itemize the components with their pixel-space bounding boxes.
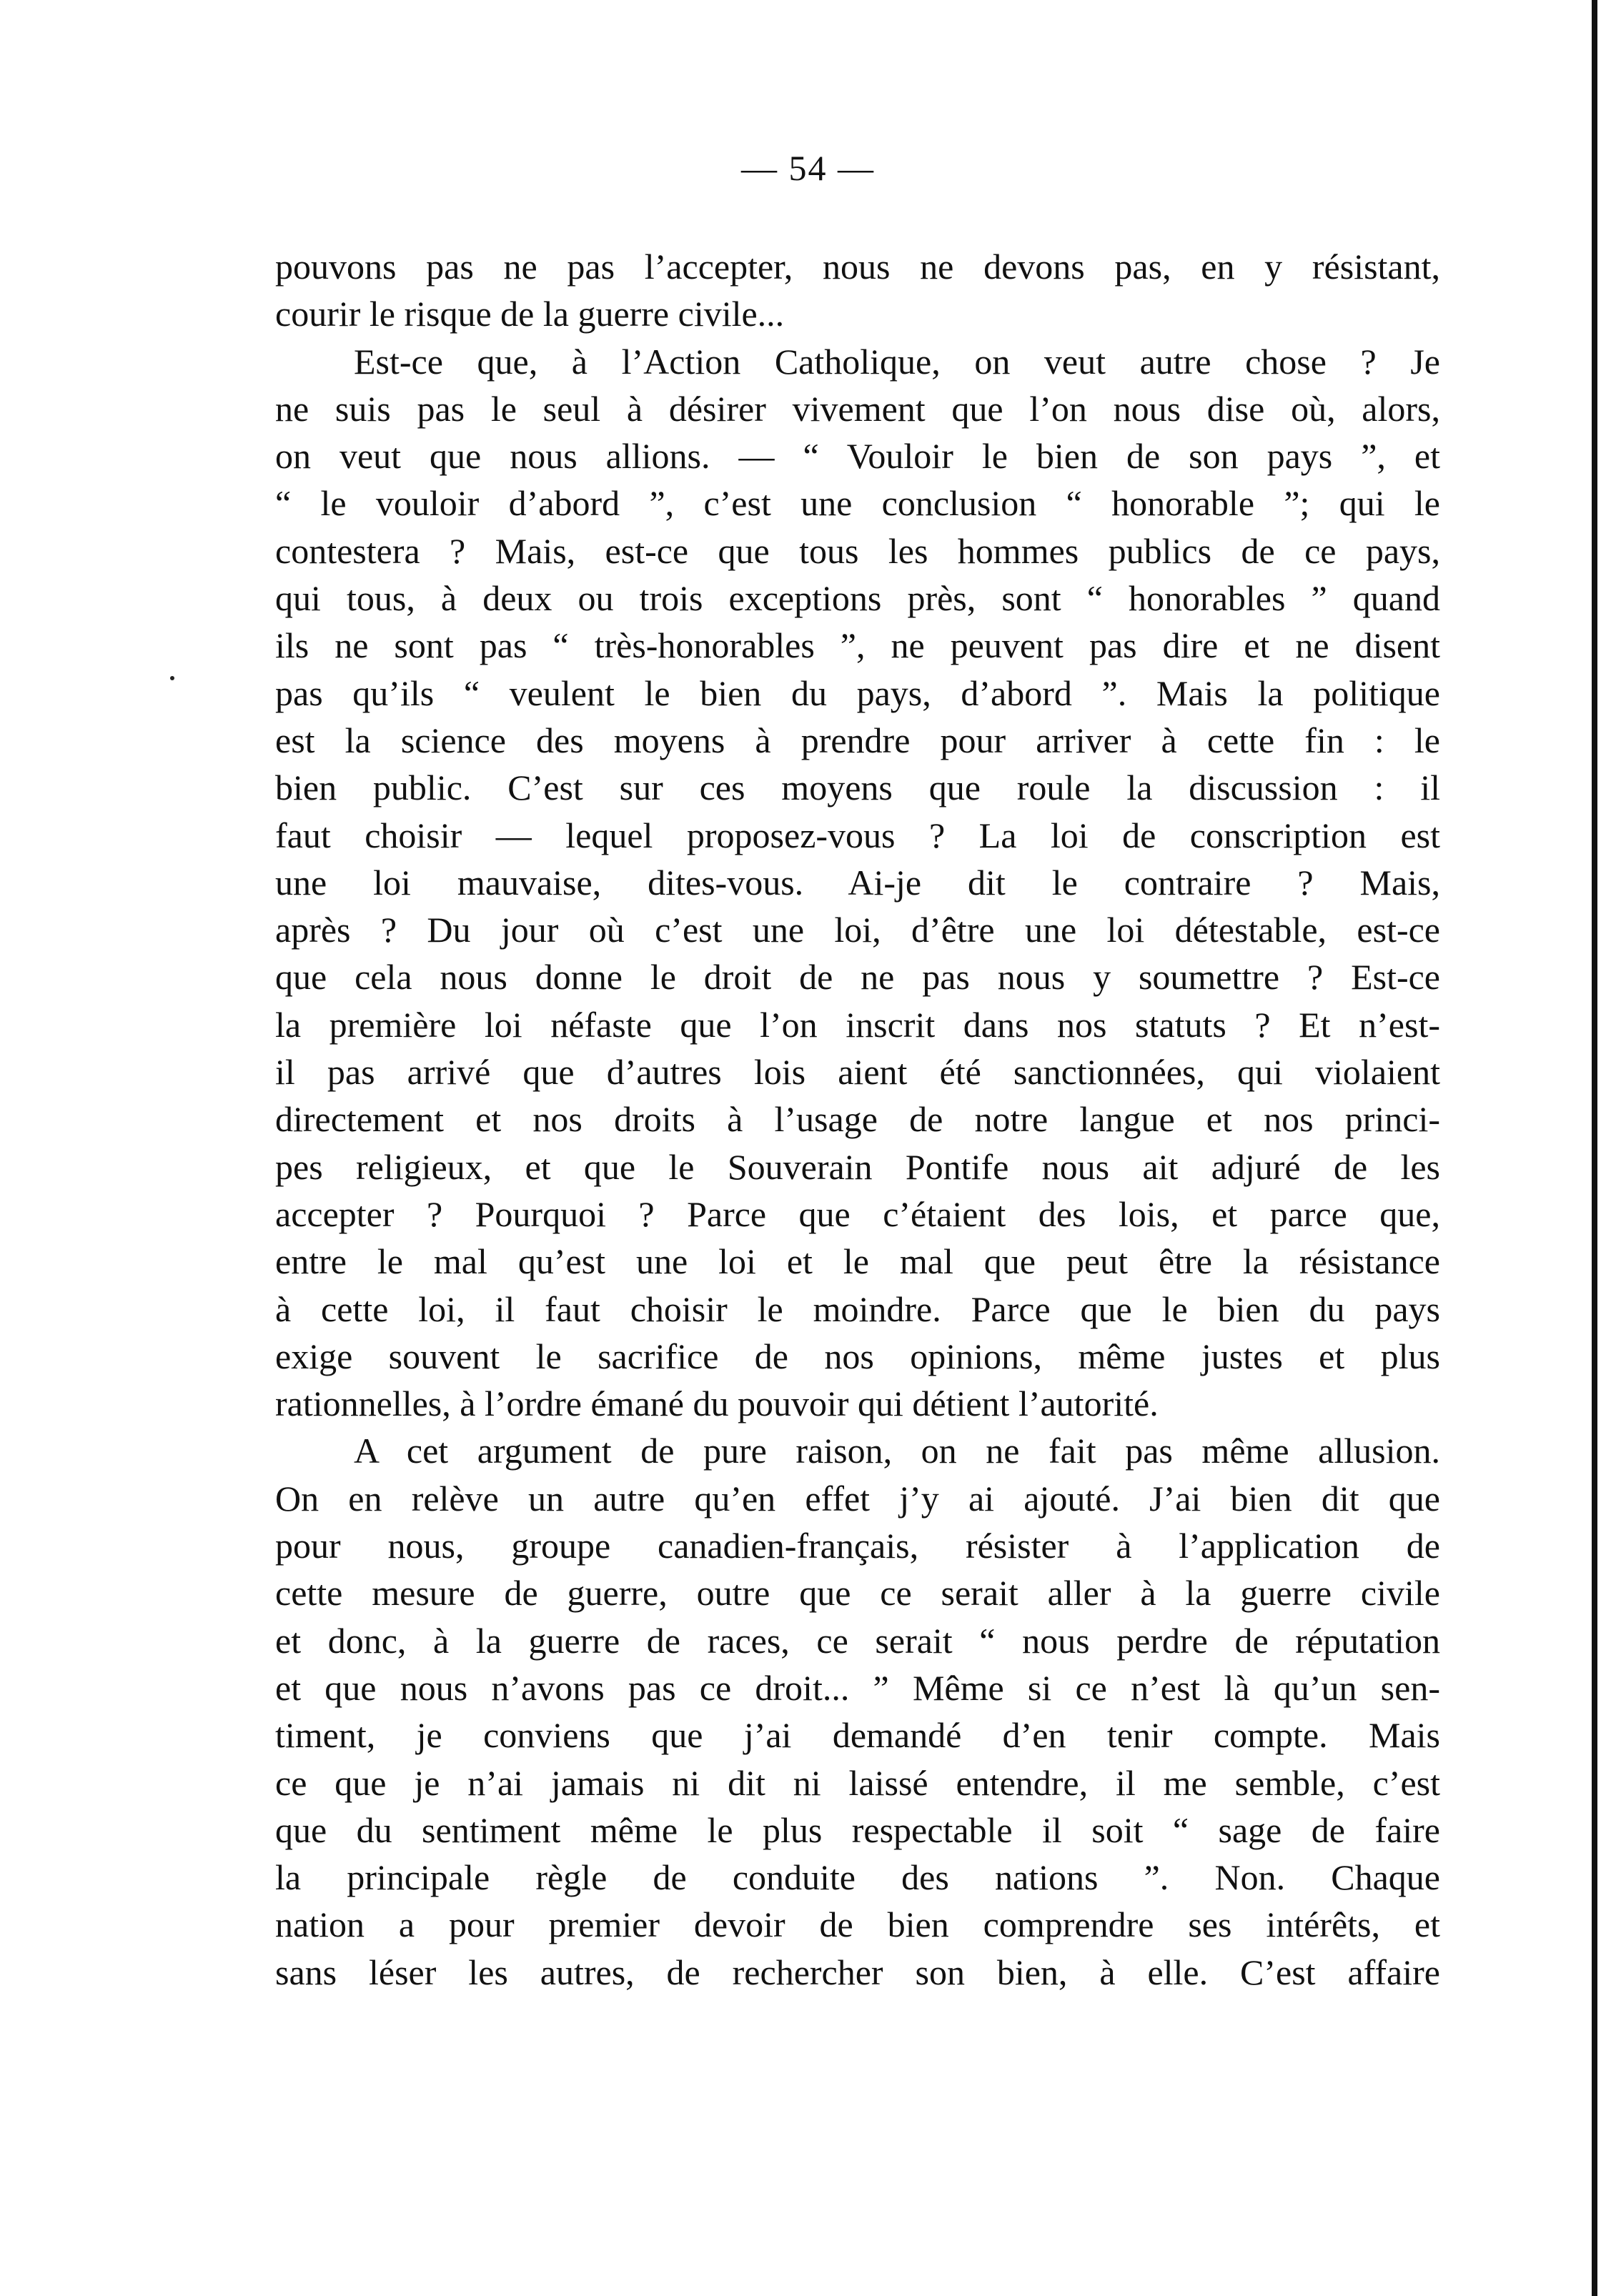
text-line: “ le vouloir d’abord ”, c’est une conclusion “ honorable ”; qui le [275,483,1440,524]
text-line: cette mesure de guerre, outre que ce serait aller à la guerre civile [275,1573,1440,1614]
text-line: rationnelles, à l’ordre émané du pouvoir qui détient l’autorité. [275,1383,1159,1424]
body-text [275,243,1440,1996]
text-line: nation a pour premier devoir de bien comprendre ses intérêts, et [275,1904,1440,1945]
text-line: que du sentiment même le plus respectable il soit “ sage de faire [275,1809,1440,1850]
page-edge-rule [1592,0,1597,2296]
text-line: ce que je n’ai jamais ni dit ni laissé entendre, il me semble, c’est [275,1762,1440,1803]
text-line: bien public. C’est sur ces moyens que roule la discussion : il [275,767,1440,808]
text-line: faut choisir — lequel proposez-vous ? La loi de conscription est [275,815,1440,855]
text-line: pas qu’ils “ veulent le bien du pays, d’abord ”. Mais la politique [275,672,1440,713]
text-line: ne suis pas le seul à désirer vivement que l’on nous dise où, alors, [275,388,1440,429]
text-line: Est-ce que, à l’Action Catholique, on veut autre chose ? Je [354,341,1440,382]
text-line: il pas arrivé que d’autres lois aient été sanctionnées, qui violaient [275,1052,1440,1093]
text-line: ils ne sont pas “ très-honorables ”, ne peuvent pas dire et ne disent [275,625,1440,666]
text-line: entre le mal qu’est une loi et le mal que peut être la résistance [275,1241,1440,1282]
text-line: qui tous, à deux ou trois exceptions près, sont “ honorables ” quand [275,578,1440,619]
page-number: — 54 — [741,148,875,188]
text-line: A cet argument de pure raison, on ne fait pas même allusion. [354,1431,1440,1471]
text-line: et donc, à la guerre de races, ce serait “ nous perdre de réputation [275,1620,1440,1661]
text-line: timent, je conviens que j’ai demandé d’en tenir compte. Mais [275,1715,1440,1756]
margin-speck [170,676,174,680]
text-line: à cette loi, il faut choisir le moindre. Parce que le bien du pays [275,1288,1440,1329]
text-line: après ? Du jour où c’est une loi, d’être une loi détestable, est-ce [275,910,1440,950]
text-line: contestera ? Mais, est-ce que tous les hommes publics de ce pays, [275,530,1440,571]
text-line: pouvons pas ne pas l’accepter, nous ne devons pas, en y résistant, [275,247,1440,287]
text-line: pour nous, groupe canadien-français, résister à l’application de [275,1526,1440,1566]
text-line: et que nous n’avons pas ce droit... ” Même si ce n’est là qu’un sen- [275,1667,1440,1708]
text-line: une loi mauvaise, dites-vous. Ai-je dit le contraire ? Mais, [275,862,1440,903]
text-line: exige souvent le sacrifice de nos opinions, même justes et plus [275,1336,1440,1376]
text-line: directement et nos droits à l’usage de notre langue et nos princi- [275,1099,1440,1140]
text-line: courir le risque de la guerre civile... [275,294,785,334]
text-line: la première loi néfaste que l’on inscrit dans nos statuts ? Et n’est- [275,1004,1440,1045]
text-line: la principale règle de conduite des nations ”. Non. Chaque [275,1857,1440,1898]
text-line: est la science des moyens à prendre pour arriver à cette fin : le [275,720,1440,760]
text-line: que cela nous donne le droit de ne pas nous y soumettre ? Est-ce [275,957,1440,998]
text-line: on veut que nous allions. — “ Vouloir le bien de son pays ”, et [275,436,1440,477]
text-line: pes religieux, et que le Souverain Pontife nous ait adjuré de les [275,1146,1440,1187]
text-line: sans léser les autres, de rechercher son bien, à elle. C’est affaire [275,1952,1440,1992]
text-line: accepter ? Pourquoi ? Parce que c’étaient des lois, et parce que, [275,1193,1440,1234]
text-line: On en relève un autre qu’en effet j’y ai ajouté. J’ai bien dit que [275,1478,1440,1519]
